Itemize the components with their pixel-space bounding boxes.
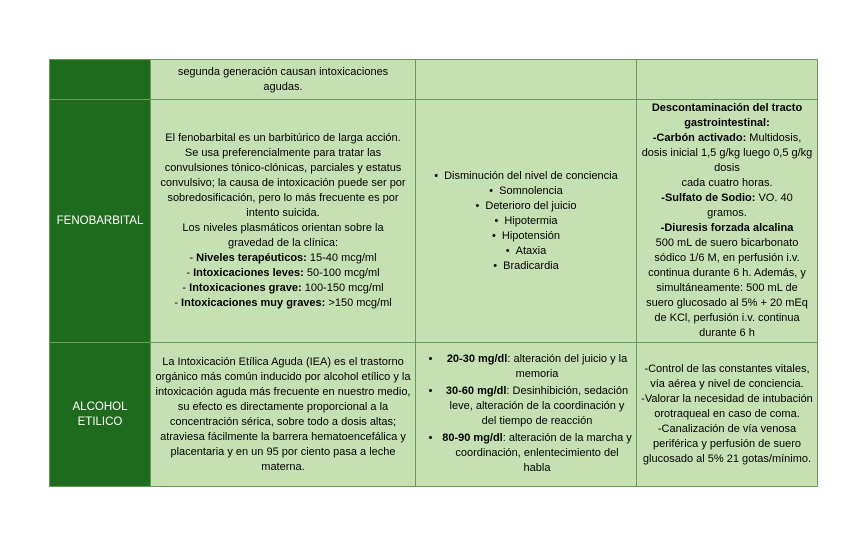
treatment-line: cada cuatro horas.: [681, 177, 773, 189]
description-cell: [151, 343, 416, 487]
drug-name-cell: ALCOHOL ETILICO: [50, 343, 151, 487]
levels-intro: Los niveles plasmáticos orientan sobre la gravedad de la clínica:: [182, 222, 384, 249]
toxicology-table: [49, 59, 818, 487]
symptoms-list: [420, 352, 632, 476]
list-item: • Deterioro del juicio: [420, 199, 632, 214]
treatment-cell: [637, 100, 818, 343]
list-item: • 80-90 mg/dl: alteración de la marcha y coordinación, enlentecimiento del habla: [442, 431, 632, 476]
level-line: - Intoxicaciones muy graves: >150 mcg/ml: [174, 297, 392, 309]
treatment-line: -Carbón activado: Multidosis, dosis inicial 1,5 g/kg luego 0,5 g/kg dosis: [641, 132, 813, 174]
list-item: • Bradicardia: [420, 259, 632, 274]
treatment-line: 500 mL de suero bicarbonato sódico 1/6 M, en perfusión i.v. continua durante 6 h. Además, y simultáneamente: 500 mL de suero glucosado al 5% + 20 mEq de KCl, perfusión i.v. continua durante 6 h: [646, 237, 808, 339]
symptoms-list: [420, 169, 632, 274]
treatment-line: -Canalización de vía venosa periférica y perfusión de suero glucosado al 5% 21 gotas/mínimo.: [642, 423, 812, 465]
list-item: • 30-60 mg/dl: Desinhibición, sedación leve, alteración de la coordinación y del tiempo de reacción: [442, 384, 632, 429]
list-item: • 20-30 mg/dl: alteración del juicio y la memoria: [442, 352, 632, 382]
list-item: • Hipotermia: [420, 214, 632, 229]
treatment-cell: [637, 343, 818, 487]
list-item: • Disminución del nivel de conciencia: [420, 169, 632, 184]
treatment-line: -Control de las constantes vitales, vía aérea y nivel de conciencia.: [644, 363, 810, 390]
symptoms-cell: [416, 100, 637, 343]
symptoms-cell: [416, 60, 637, 100]
drug-name-cell: [50, 60, 151, 100]
treatment-line: -Valorar la necesidad de intubación orotraqueal en caso de coma.: [641, 393, 813, 420]
description-cell: [151, 100, 416, 343]
description-text: La Intoxicación Etílica Aguda (IEA) es el trastorno orgánico más común inducido por alcohol etílico y la intoxicación aguda más frecuente en nuestro medio, su efecto es directamente proporcional a la concentración sérica, sobre todo a dosis altas; atraviesa fácilmente la barrera hematoencefálica y placentaria y en un 95 por ciento pasa a leche materna.: [155, 355, 411, 473]
table-row: [50, 100, 818, 343]
description-cell: [151, 60, 416, 100]
level-line: - Niveles terapéuticos: 15-40 mcg/ml: [189, 252, 377, 264]
treatment-title: Descontaminación del tracto gastrointestinal:: [651, 102, 803, 129]
treatment-line: -Sulfato de Sodio: VO. 40 gramos.: [661, 192, 793, 219]
list-item: • Ataxia: [420, 244, 632, 259]
level-line: - Intoxicaciones leves: 50-100 mcg/ml: [186, 267, 380, 279]
symptoms-cell: [416, 343, 637, 487]
level-line: - Intoxicaciones grave: 100-150 mcg/ml: [182, 282, 384, 294]
list-item: • Hipotensión: [420, 229, 632, 244]
drug-name-cell: FENOBARBITAL: [50, 100, 151, 343]
description-text: El fenobarbital es un barbitúrico de larga acción. Se usa preferencialmente para tratar las convulsiones tónico-clónicas, parciales y estatus convulsivo; la causa de intoxicación puede ser por sobredosificación, pero lo más frecuente es por intento suicida.: [160, 132, 406, 219]
table-row: [50, 60, 818, 100]
treatment-line: -Diuresis forzada alcalina: [660, 222, 794, 234]
table-row: [50, 343, 818, 487]
treatment-cell: [637, 60, 818, 100]
list-item: • Somnolencia: [420, 184, 632, 199]
description-text: segunda generación causan intoxicaciones agudas.: [177, 65, 389, 93]
